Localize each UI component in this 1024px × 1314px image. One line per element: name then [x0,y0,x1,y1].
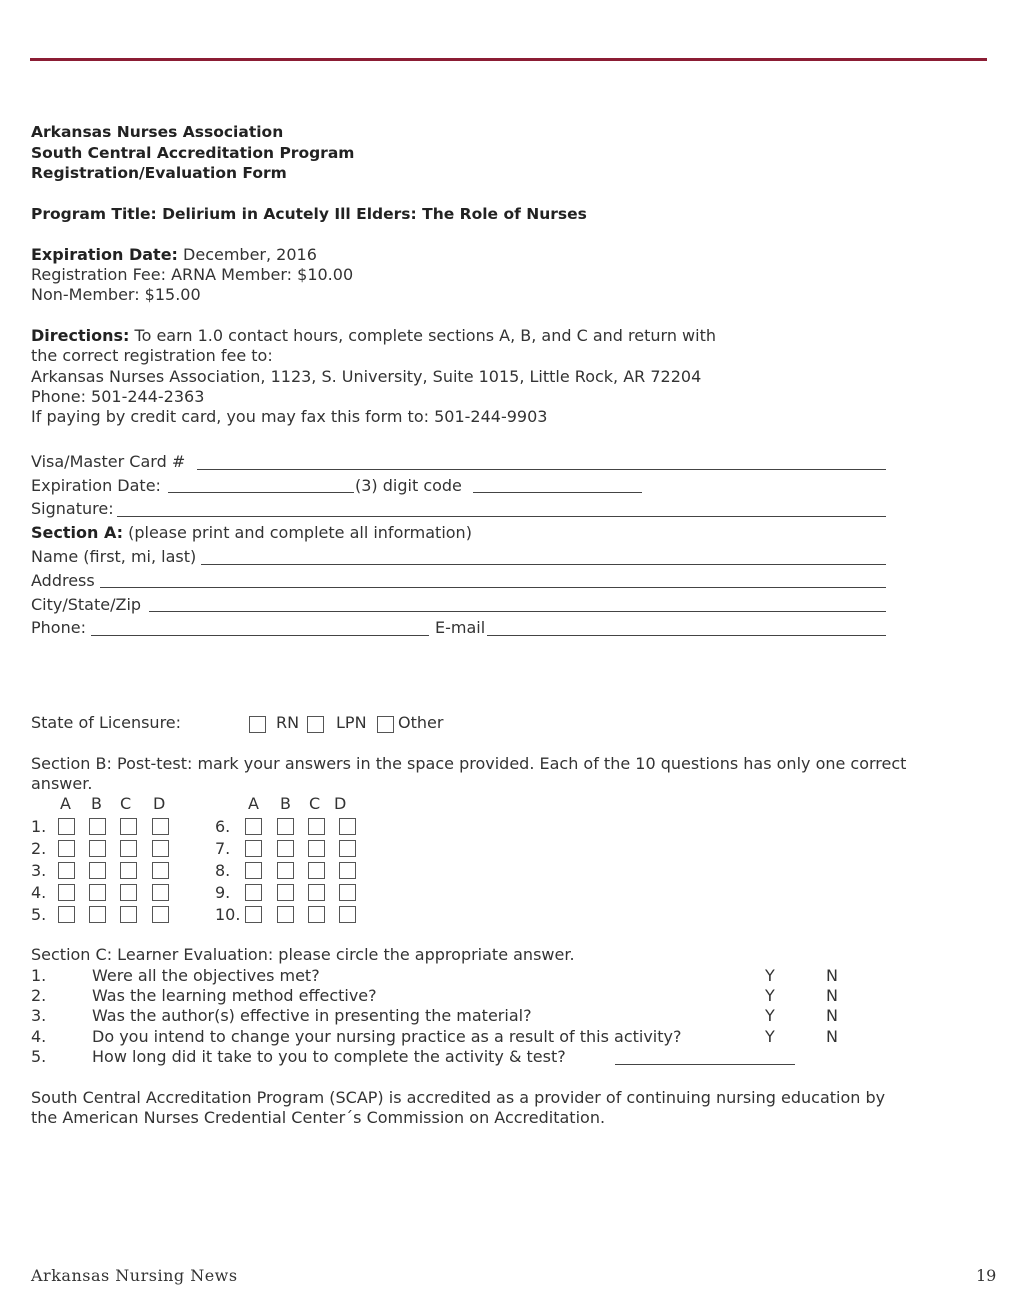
eval-no[interactable]: N [826,1027,838,1046]
section-b-instructions-2: answer. [31,774,93,793]
answer-checkbox-q1-b[interactable] [89,818,106,835]
signature-field[interactable] [117,516,886,517]
answer-checkbox-q6-d[interactable] [339,818,356,835]
answer-checkbox-q8-d[interactable] [339,862,356,879]
answer-checkbox-q1-a[interactable] [58,818,75,835]
expiration-line [31,245,317,265]
form-name: Registration/Evaluation Form [31,164,287,182]
section-a-heading [31,523,472,543]
answer-checkbox-q10-d[interactable] [339,906,356,923]
city-field[interactable] [149,611,886,612]
org-name: Arkansas Nurses Association [31,123,284,141]
directions-text-1: To earn 1.0 contact hours, complete sections A, B, and C and return with [129,326,716,345]
answer-checkbox-q7-d[interactable] [339,840,356,857]
answer-checkbox-q7-a[interactable] [245,840,262,857]
question-number: 3. [31,861,47,880]
question-number: 4. [31,883,47,902]
eval-question: Was the author(s) effective in presenting the material? [92,1006,532,1025]
answer-checkbox-q7-c[interactable] [308,840,325,857]
answer-checkbox-q6-a[interactable] [245,818,262,835]
publication-name: Arkansas Nursing News [31,1266,238,1285]
answer-checkbox-q10-a[interactable] [245,906,262,923]
email-field[interactable] [487,635,886,636]
section-a-label: Section A: [31,523,124,542]
answer-checkbox-q3-c[interactable] [120,862,137,879]
answer-checkbox-q9-d[interactable] [339,884,356,901]
col-c-right: C [309,794,321,813]
answer-checkbox-q5-d[interactable] [152,906,169,923]
expiration-value: December, 2016 [177,245,317,264]
eval-number: 1. [31,966,47,985]
exp-date-field[interactable] [168,492,354,493]
col-b-right: B [280,794,291,813]
answer-checkbox-q3-d[interactable] [152,862,169,879]
eval-number: 2. [31,986,47,1005]
program-title: Program Title: Delirium in Acutely Ill Elders: The Role of Nurses [31,205,587,223]
answer-checkbox-q4-d[interactable] [152,884,169,901]
answer-checkbox-q2-d[interactable] [152,840,169,857]
answer-checkbox-q1-d[interactable] [152,818,169,835]
answer-checkbox-q2-a[interactable] [58,840,75,857]
question-number: 9. [215,883,231,902]
eval-number: 5. [31,1047,47,1066]
question-number: 2. [31,839,47,858]
fax-number: If paying by credit card, you may fax this form to: 501-244-9903 [31,407,548,426]
page-number: 19 [976,1266,997,1285]
question-number: 10. [215,905,241,924]
eval-no[interactable]: N [826,986,838,1005]
lpn-checkbox[interactable] [307,716,324,733]
address-field[interactable] [100,587,886,588]
answer-checkbox-q2-c[interactable] [120,840,137,857]
rn-label: RN [276,713,300,732]
col-b-left: B [91,794,102,813]
col-d-left: D [153,794,166,813]
col-d-right: D [334,794,347,813]
expiration-label: Expiration Date: [31,245,178,264]
other-checkbox[interactable] [377,716,394,733]
answer-checkbox-q8-a[interactable] [245,862,262,879]
name-field[interactable] [201,564,886,565]
answer-checkbox-q5-b[interactable] [89,906,106,923]
question-number: 8. [215,861,231,880]
eval-question: How long did it take to you to complete the activity & test? [92,1047,566,1066]
col-a-right: A [248,794,259,813]
question-number: 5. [31,905,47,924]
eval-yes[interactable]: Y [765,1006,775,1025]
other-label: Other [398,713,444,732]
answer-checkbox-q4-a[interactable] [58,884,75,901]
accreditation-text-1: South Central Accreditation Program (SCAP) is accredited as a provider of continuing nursing education by [31,1088,886,1107]
answer-checkbox-q5-c[interactable] [120,906,137,923]
code-field[interactable] [473,492,642,493]
answer-checkbox-q3-b[interactable] [89,862,106,879]
mailing-address: Arkansas Nurses Association, 1123, S. University, Suite 1015, Little Rock, AR 72204 [31,367,702,386]
time-field[interactable] [615,1064,795,1065]
directions-line [31,326,716,346]
answer-checkbox-q5-a[interactable] [58,906,75,923]
eval-question: Was the learning method effective? [92,986,377,1005]
top-rule [30,58,987,61]
nonmember-fee: Non-Member: $15.00 [31,285,201,304]
answer-checkbox-q4-c[interactable] [120,884,137,901]
answer-checkbox-q9-b[interactable] [277,884,294,901]
question-number: 7. [215,839,231,858]
phone-field[interactable] [91,635,429,636]
program-name: South Central Accreditation Program [31,144,355,162]
answer-checkbox-q1-c[interactable] [120,818,137,835]
answer-checkbox-q7-b[interactable] [277,840,294,857]
directions-label: Directions: [31,326,130,345]
section-c-heading: Section C: Learner Evaluation: please circle the appropriate answer. [31,945,575,964]
eval-number: 4. [31,1027,47,1046]
answer-checkbox-q4-b[interactable] [89,884,106,901]
city-label: City/State/Zip [31,595,142,614]
answer-checkbox-q8-c[interactable] [308,862,325,879]
col-a-left: A [60,794,71,813]
registration-fee: Registration Fee: ARNA Member: $10.00 [31,265,354,284]
eval-no[interactable]: N [826,966,838,985]
question-number: 6. [215,817,231,836]
eval-yes[interactable]: Y [765,966,775,985]
eval-yes[interactable]: Y [765,986,775,1005]
answer-checkbox-q6-b[interactable] [277,818,294,835]
answer-checkbox-q2-b[interactable] [89,840,106,857]
eval-number: 3. [31,1006,47,1025]
answer-checkbox-q3-a[interactable] [58,862,75,879]
card-number-field[interactable] [197,469,886,470]
answer-checkbox-q9-a[interactable] [245,884,262,901]
col-c-left: C [120,794,132,813]
card-label: Visa/Master Card # [31,452,186,471]
answer-checkbox-q10-b[interactable] [277,906,294,923]
section-a-note: (please print and complete all information) [123,523,472,542]
signature-label: Signature: [31,499,114,518]
section-b-instructions-1: Section B: Post-test: mark your answers in the space provided. Each of the 10 questions has only one correct [31,754,907,773]
rn-checkbox[interactable] [249,716,266,733]
eval-no[interactable]: N [826,1006,838,1025]
answer-checkbox-q9-c[interactable] [308,884,325,901]
answer-checkbox-q10-c[interactable] [308,906,325,923]
lpn-label: LPN [336,713,367,732]
exp-date-label: Expiration Date: [31,476,161,495]
question-number: 1. [31,817,47,836]
eval-yes[interactable]: Y [765,1027,775,1046]
name-label: Name (first, mi, last) [31,547,197,566]
answer-checkbox-q8-b[interactable] [277,862,294,879]
answer-checkbox-q6-c[interactable] [308,818,325,835]
address-label: Address [31,571,95,590]
eval-question: Were all the objectives met? [92,966,320,985]
eval-question: Do you intend to change your nursing practice as a result of this activity? [92,1027,682,1046]
accreditation-text-2: the American Nurses Credential Center´s Commission on Accreditation. [31,1108,606,1127]
email-label: E-mail [435,618,486,637]
phone-label: Phone: [31,618,86,637]
directions-text-2: the correct registration fee to: [31,346,273,365]
phone-number: Phone: 501-244-2363 [31,387,205,406]
licensure-label: State of Licensure: [31,713,182,732]
code-label: (3) digit code [355,476,462,495]
